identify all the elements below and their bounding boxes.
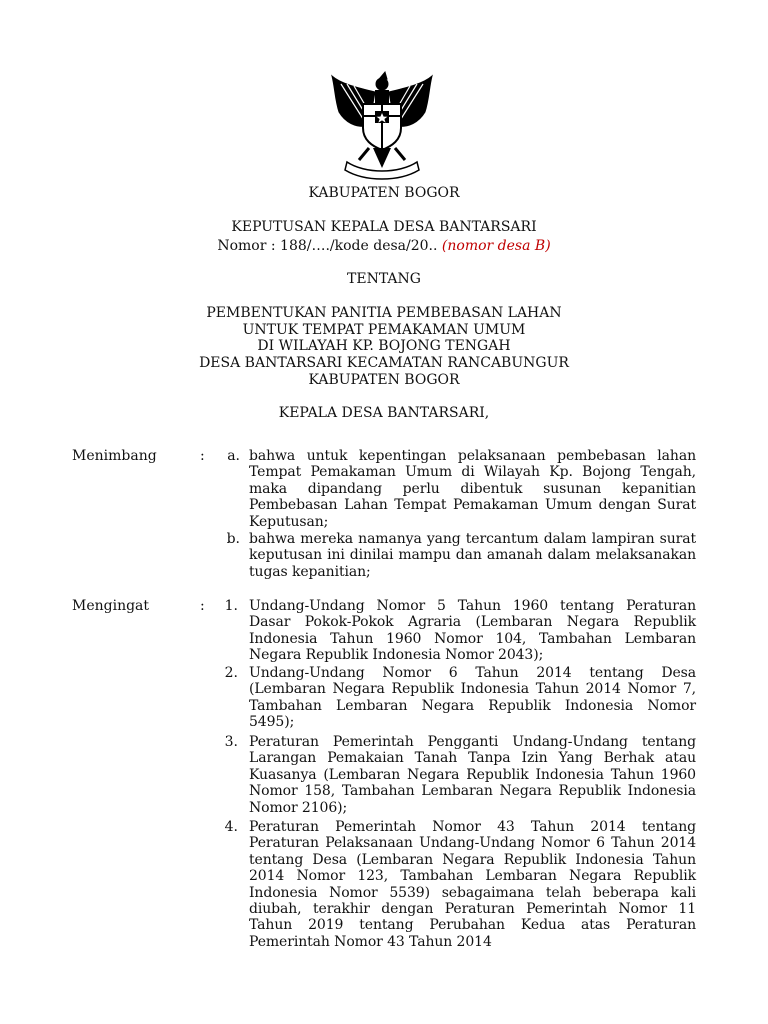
mengingat-item: Peraturan Pemerintah Nomor 43 Tahun 2014 tentang Peraturan Pelaksanaan Undang-Undang Nomor 6 Tahun 2014 tentang Desa (Lembaran Negara Republik Indonesia Tahun 2014 Nomor 123, Tambahan Lembaran Negara Republik Indonesia Nomor 5539) sebagaimana telah beberapa kali diubah, terakhir dengan Peraturan Pemerintah Nomor 11 Tahun 2019 tentang Perubahan Kedua atas Peraturan Pemerintah Nomor 43 Tahun 2014 — [249, 819, 696, 950]
menimbang-label: Menimbang — [72, 448, 157, 464]
mengingat-item: Undang-Undang Nomor 6 Tahun 2014 tentang Desa (Lembaran Negara Republik Indonesia Tahun 2014 Nomor 7, Tambahan Lembaran Negara Republik Indonesia Nomor 5495); — [249, 665, 696, 731]
list-marker: 3. — [224, 734, 238, 750]
list-marker: b. — [226, 531, 240, 547]
decree-title: KEPUTUSAN KEPALA DESA BANTARSARI — [231, 219, 537, 235]
subject-line: UNTUK TEMPAT PEMAKAMAN UMUM — [242, 322, 526, 338]
subject-line: DI WILAYAH KP. BOJONG TENGAH — [257, 338, 511, 354]
garuda-emblem-icon — [329, 70, 435, 182]
list-marker: 4. — [224, 819, 238, 835]
decree-number — [0, 238, 768, 255]
menimbang-item: bahwa mereka namanya yang tercantum dalam lampiran surat keputusan ini dinilai mampu dan amanah dalam melaksanakan tugas kepanitian; — [249, 531, 696, 580]
mengingat-label: Mengingat — [72, 598, 150, 614]
menimbang-colon: : — [200, 448, 205, 464]
decree-number-note: (nomor desa B) — [441, 238, 551, 254]
mengingat-item: Peraturan Pemerintah Pengganti Undang-Undang tentang Larangan Pemakaian Tanah Tanpa Izin Yang Berhak atau Kuasanya (Lembaran Negara Republik Indonesia Tahun 1960 Nomor 158, Tambahan Lembaran Negara Republik Indonesia Nomor 2106); — [249, 734, 696, 816]
list-marker: a. — [227, 448, 240, 464]
decree-number-text: Nomor : 188/…./kode desa/20.. — [217, 238, 438, 254]
mengingat-item: Undang-Undang Nomor 5 Tahun 1960 tentang Peraturan Dasar Pokok-Pokok Agraria (Lembaran Negara Republik Indonesia Tahun 1960 Nomor 104, Tambahan Lembaran Negara Republik Indonesia Nomor 2043); — [249, 598, 696, 664]
subject-line: KABUPATEN BOGOR — [308, 372, 460, 388]
subject-line: DESA BANTARSARI KECAMATAN RANCABUNGUR — [199, 355, 569, 371]
about-label: TENTANG — [347, 271, 421, 287]
list-marker: 2. — [224, 665, 238, 681]
menimbang-item: bahwa untuk kepentingan pelaksanaan pembebasan lahan Tempat Pemakaman Umum di Wilayah Kp. Bojong Tengah, maka dipandang perlu dibentuk susunan kepanitian Pembebasan Lahan Tempat Pemakaman Umum dengan Surat Keputusan; — [249, 448, 696, 530]
issuer-line: KEPALA DESA BANTARSARI, — [278, 405, 490, 421]
subject-line: PEMBENTUKAN PANITIA PEMBEBASAN LAHAN — [206, 305, 562, 321]
region-heading: KABUPATEN BOGOR — [308, 185, 460, 201]
mengingat-colon: : — [200, 598, 205, 614]
list-marker: 1. — [224, 598, 238, 614]
